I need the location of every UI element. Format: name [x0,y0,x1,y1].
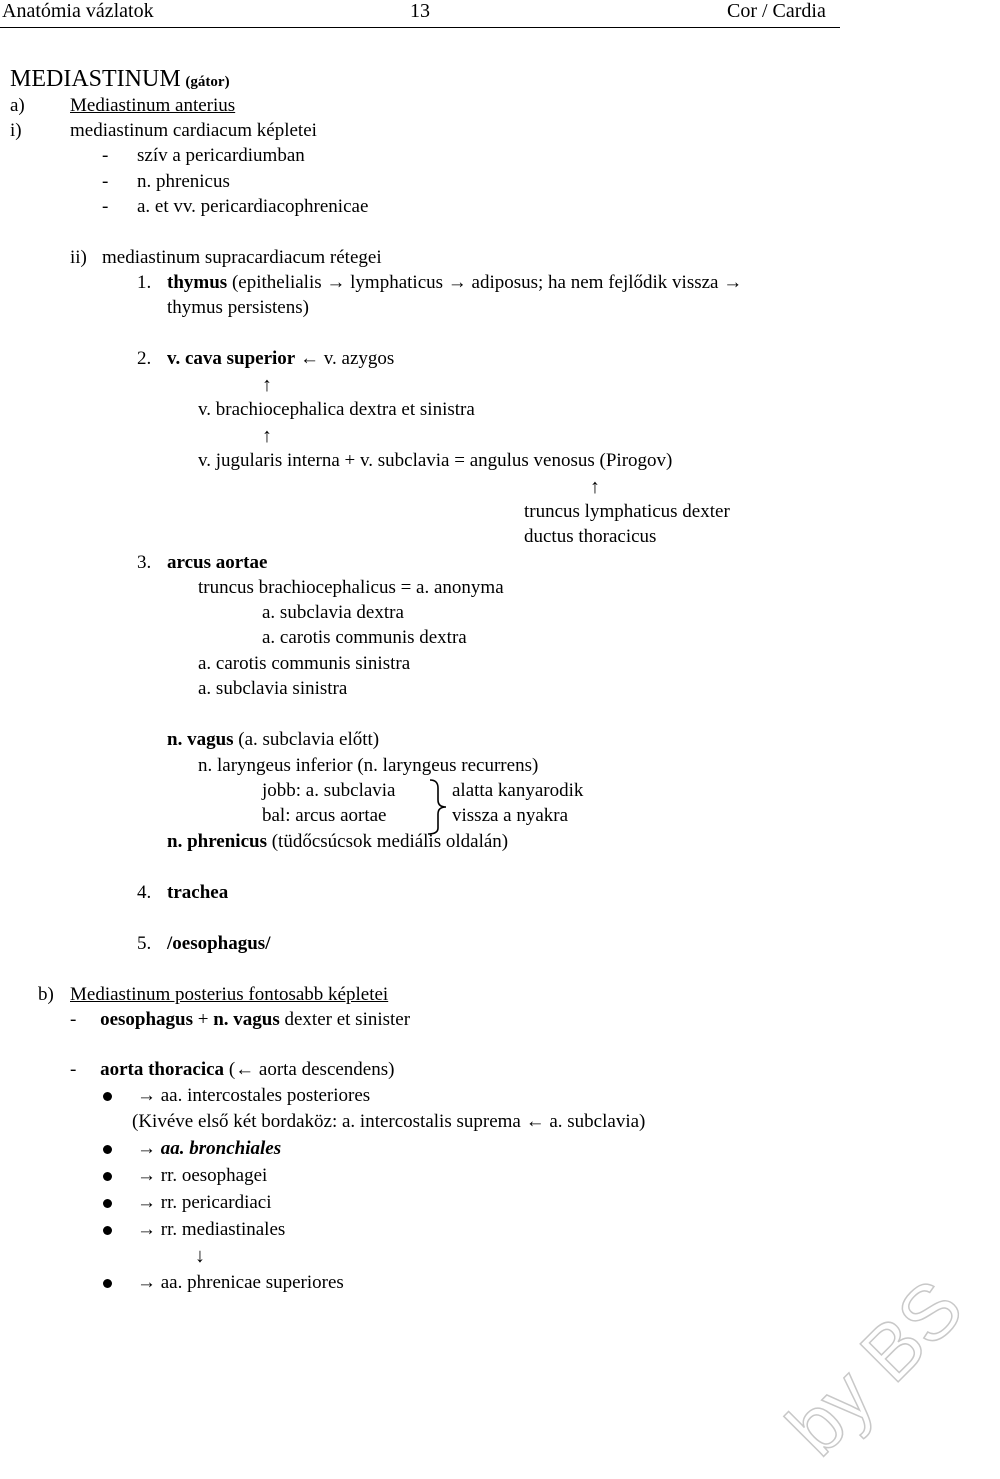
bullet-item [137,1138,281,1160]
right-arrow-icon: → [137,1272,156,1293]
item-1-t3: adiposus; ha nem fejlődik vissza [471,272,719,293]
item-3-line: a. subclavia sinistra [198,678,348,699]
alatta-line: alatta kanyarodik [452,780,584,801]
bullet-text: aa. bronchiales [160,1138,282,1159]
b-line-1-bold-1: oesophagus [100,1009,193,1030]
section-a-label: a) [10,95,25,116]
up-arrow-icon: ↑ [590,476,600,498]
right-arrow-icon: → [326,272,346,293]
item-3-bold: arcus aortae [167,552,268,573]
item-2-brachio: v. brachiocephalica dextra et sinistra [198,399,475,420]
header-right: Cor / Cardia [727,0,826,22]
dash: - [70,1009,77,1030]
section-a-heading: Mediastinum anterius [70,95,236,116]
item-3-line: a. carotis communis dextra [262,627,467,648]
paren-open: ( [228,1059,236,1080]
bullet-icon [103,1172,112,1181]
sub-ii-label: ii) [70,247,87,268]
item-1-t2: lymphaticus [350,272,444,293]
vagus-rest: (a. subclavia előtt) [238,729,380,750]
right-arrow-icon: → [137,1192,156,1213]
section-b-heading: Mediastinum posterius fontosabb képletei [70,984,389,1005]
dash-3: - [102,196,109,217]
b-line-1-rest: dexter et sinister [284,1009,411,1030]
sub-i-heading: mediastinum cardiacum képletei [70,120,317,141]
item-3-line: a. subclavia dextra [262,602,404,623]
item-2-line [167,348,394,370]
item-2-jugularis: v. jugularis interna + v. subclavia = angulus venosus (Pirogov) [198,450,673,471]
item-1-rest: (epithelialis [231,272,322,293]
item-2-bold: v. cava superior [167,348,296,369]
item-3-number: 3. [137,552,152,573]
header-rule [0,27,840,28]
item-2-lymph-1: truncus lymphaticus dexter [524,501,730,522]
page-number: 13 [410,0,430,22]
left-arrow-icon: ← [235,1059,255,1080]
b-line-1 [70,1009,410,1031]
page-title [10,66,230,95]
right-arrow-icon: → [137,1219,156,1240]
bullet-text: rr. oesophagei [160,1165,268,1186]
item-3-line: a. carotis communis sinistra [198,653,411,674]
b-line-2-bold: aorta thoracica [100,1059,225,1080]
exception-line: (Kivéve első két bordaköz: a. intercostalis suprema ← a. subclavia) [132,1111,646,1132]
bullet-item [137,1192,272,1214]
right-arrow-icon: → [137,1138,156,1159]
phrenicus-rest: (tüdőcsúcsok mediális oldalán) [271,831,509,852]
bullet-icon [103,1092,112,1101]
item-5-number: 5. [137,933,152,954]
b-line-1-bold-2: n. vagus [213,1009,280,1030]
dash: - [70,1059,77,1080]
bullet-text: aa. phrenicae superiores [160,1272,344,1293]
item-5-bold: /oesophagus/ [167,933,271,954]
item-4-bold: trachea [167,882,229,903]
up-arrow-icon: ↑ [262,374,272,396]
b-line-2-rest: aorta descendens) [258,1059,395,1080]
curly-brace-icon [424,778,452,836]
item-1-number: 1. [137,272,152,293]
bullet-text: rr. mediastinales [160,1219,286,1240]
item-3-line: truncus brachiocephalicus = a. anonyma [198,577,504,598]
title-note: (gátor) [185,74,230,90]
bullet-item [137,1165,267,1187]
bullet-icon [103,1226,112,1235]
item-2-azygos: v. azygos [323,348,395,369]
bullet-item [137,1085,370,1107]
bullet-icon [103,1145,112,1154]
item-1-line [167,272,742,294]
item-1-bold: thymus [167,272,228,293]
right-arrow-icon: → [723,272,743,293]
bullet-item [137,1219,285,1241]
item-2-number: 2. [137,348,152,369]
up-arrow-icon: ↑ [262,425,272,447]
dash-2: - [102,171,109,192]
bal-line: bal: arcus aortae [262,805,387,826]
item-4-number: 4. [137,882,152,903]
item-1-cont: thymus persistens) [167,297,309,318]
section-b-label: b) [38,984,54,1005]
vagus-line [167,729,379,751]
phrenicus-bold: n. phrenicus [167,831,267,852]
svg-text:by BS: by BS [769,1262,980,1473]
header-left: Anatómia vázlatok [2,0,154,22]
item-2-lymph-2: ductus thoracicus [524,526,657,547]
right-arrow-icon: → [137,1085,156,1106]
laryngeus-line: n. laryngeus inferior (n. laryngeus recurrens) [198,755,539,776]
sub-i-label: i) [10,120,22,141]
bullet-icon [103,1199,112,1208]
right-arrow-icon: → [447,272,467,293]
dash-1: - [102,145,109,166]
list-item: szív a pericardiumban [137,145,305,166]
right-arrow-icon: → [137,1165,156,1186]
watermark [769,1262,1000,1473]
bullet-icon [103,1279,112,1288]
list-item: n. phrenicus [137,171,230,192]
bullet-text: aa. intercostales posteriores [160,1085,371,1106]
list-item: a. et vv. pericardiacophrenicae [137,196,369,217]
b-line-2 [70,1059,394,1081]
bullet-text: rr. pericardiaci [160,1192,272,1213]
left-arrow-icon: ← [300,348,319,369]
vagus-bold: n. vagus [167,729,234,750]
jobb-line: jobb: a. subclavia [262,780,396,801]
phrenicus-line [167,831,508,853]
plus: + [197,1009,209,1030]
sub-ii-heading: mediastinum supracardiacum rétegei [102,247,382,268]
down-arrow-icon: ↓ [195,1245,205,1267]
title-main: MEDIASTINUM [10,66,181,92]
vissza-line: vissza a nyakra [452,805,569,826]
bullet-item [137,1272,344,1294]
